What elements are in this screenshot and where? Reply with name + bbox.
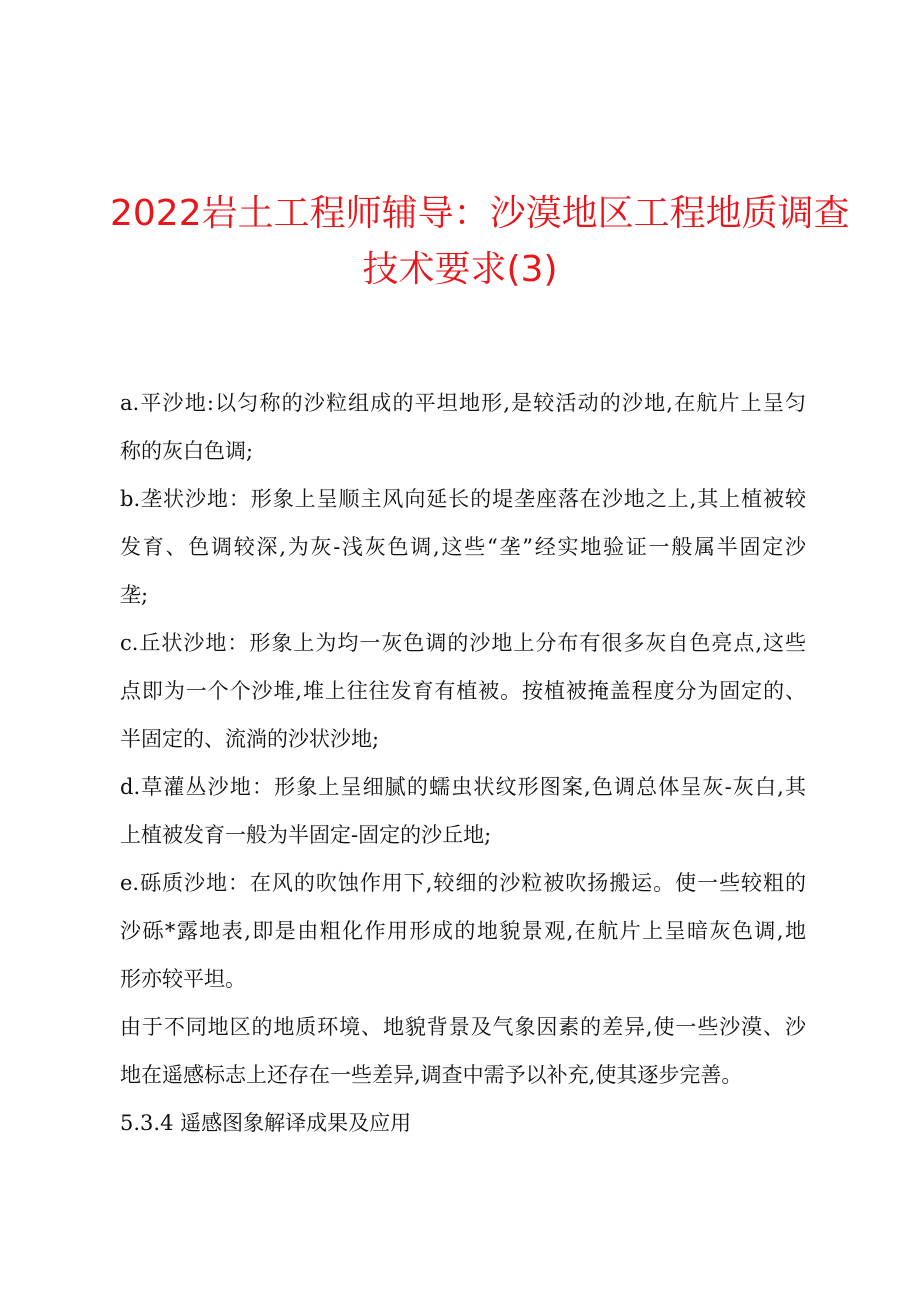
paragraph-line: 垄; bbox=[120, 583, 149, 607]
paragraph-line: 称的灰白色调; bbox=[120, 439, 254, 463]
paragraph-line: 上植被发育一般为半固定-固定的沙丘地; bbox=[120, 823, 492, 847]
paragraph-line: 发育、色调较深,为灰-浅灰色调,这些“垄”经实地验证一般属半固定沙 bbox=[120, 535, 806, 559]
paragraph-line: 半固定的、流淌的沙状沙地; bbox=[120, 727, 380, 751]
paragraph-line: b.垄状沙地：形象上呈顺主风向延长的堤垄座落在沙地之上,其上植被较 bbox=[120, 487, 806, 511]
paragraph-line: 形亦较平坦。 bbox=[120, 967, 246, 991]
paragraph bbox=[120, 625, 806, 769]
paragraph-line: c.丘状沙地：形象上为均一灰色调的沙地上分布有很多灰自色亮点,这些 bbox=[120, 631, 806, 655]
paragraph-line: 点即为一个个沙堆,堆上往往发育有植被。按植被掩盖程度分为固定的、 bbox=[120, 679, 806, 703]
paragraph-line: e.砾质沙地：在风的吹蚀作用下,较细的沙粒被吹扬搬运。使一些较粗的 bbox=[120, 871, 806, 895]
paragraph bbox=[120, 1105, 806, 1153]
paragraph-line: 地在遥感标志上还存在一些差异,调查中需予以补充,使其逐步完善。 bbox=[120, 1063, 743, 1087]
paragraph bbox=[120, 385, 806, 481]
title-line-1: 2022岩土工程师辅导：沙漠地区工程地质调查 bbox=[110, 193, 850, 234]
paragraph bbox=[120, 865, 806, 1009]
paragraph bbox=[120, 1009, 806, 1105]
paragraph-line: 5.3.4 遥感图象解译成果及应用 bbox=[120, 1111, 412, 1135]
paragraph-line: d.草灌丛沙地：形象上呈细腻的蠕虫状纹形图案,色调总体呈灰-灰白,其 bbox=[120, 775, 806, 799]
paragraph bbox=[120, 481, 806, 625]
document-body bbox=[120, 385, 806, 1153]
paragraph bbox=[120, 769, 806, 865]
document-title bbox=[110, 186, 850, 298]
paragraph-line: 沙砾*露地表,即是由粗化作用形成的地貌景观,在航片上呈暗灰色调,地 bbox=[120, 919, 806, 943]
title-line-2: 技术要求(3) bbox=[362, 249, 558, 290]
paragraph-line: a.平沙地:以匀称的沙粒组成的平坦地形,是较活动的沙地,在航片上呈匀 bbox=[120, 391, 806, 415]
paragraph-line: 由于不同地区的地质环境、地貌背景及气象因素的差异,使一些沙漠、沙 bbox=[120, 1015, 806, 1039]
